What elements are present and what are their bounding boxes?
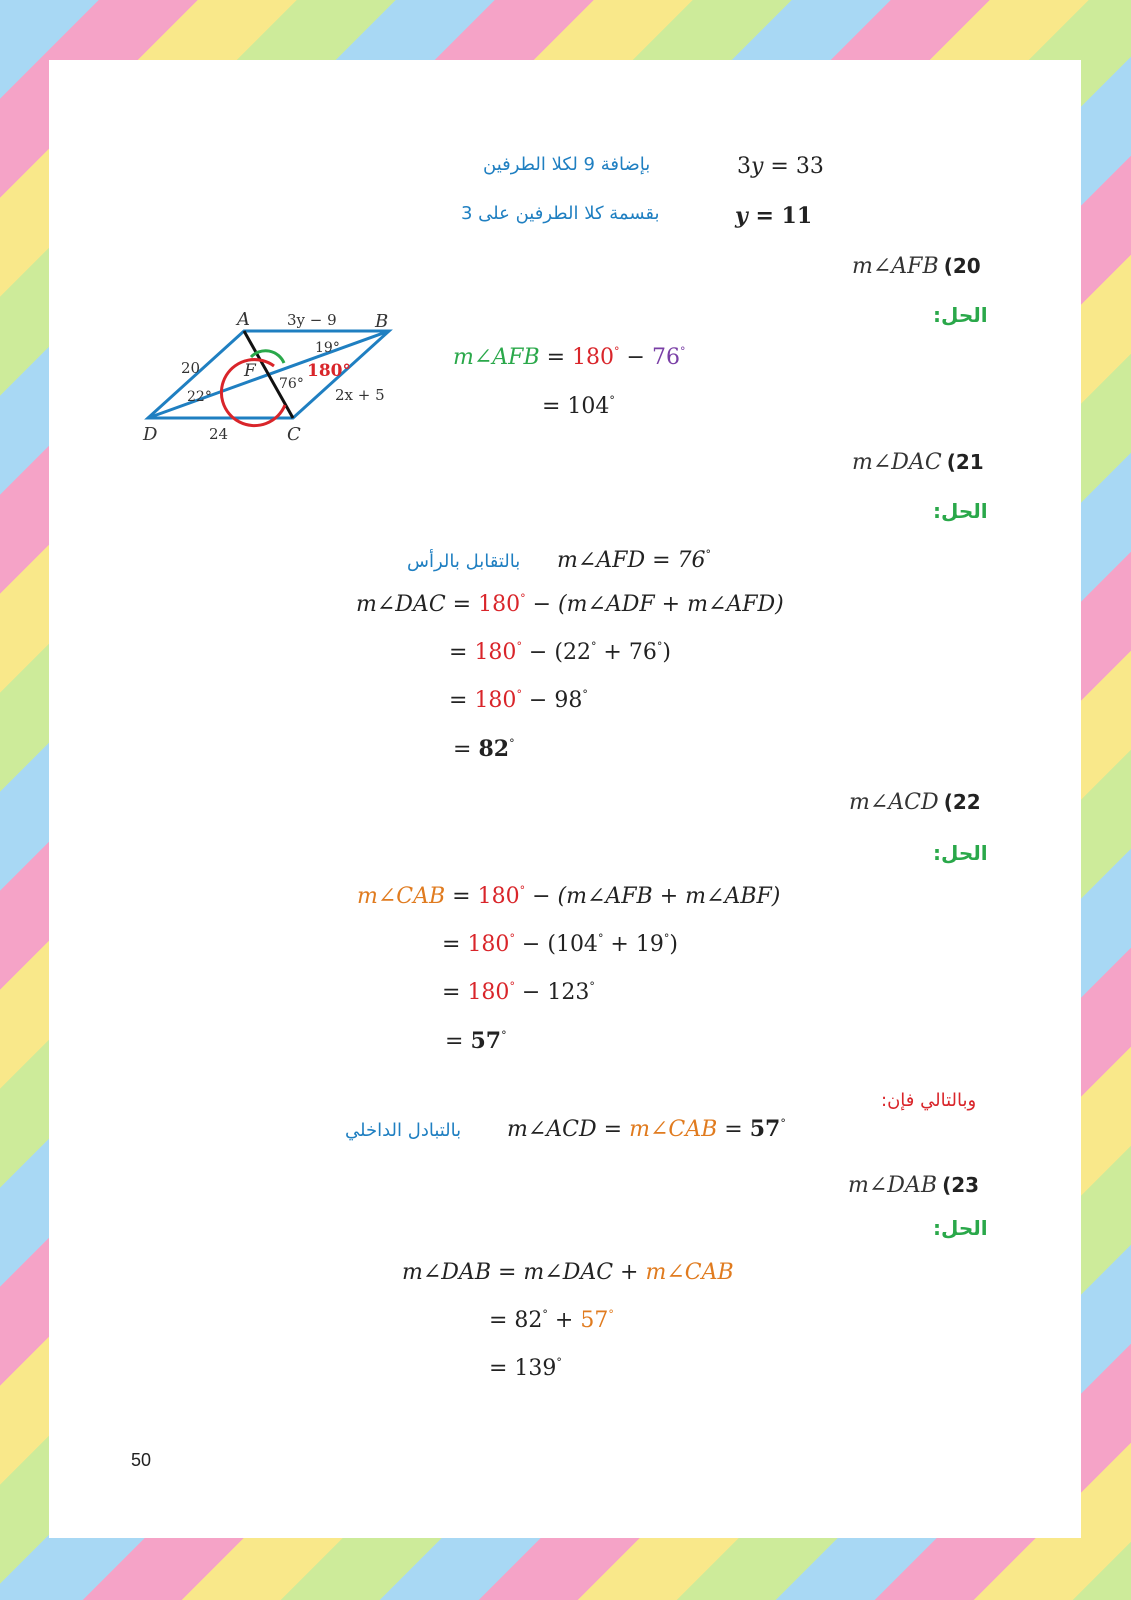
q22-title: m∠ACD [849, 790, 939, 815]
q22-eq: = [445, 884, 478, 909]
q22-l4-eq: = [445, 1029, 471, 1054]
q21-l2-b: + 76 [596, 640, 657, 665]
question-22-header [849, 790, 981, 815]
q20-solution-label: الحل: [933, 303, 988, 327]
q22-l2-c: ) [669, 932, 678, 957]
label-angle-76: 76° [279, 376, 304, 392]
label-top-side: 3y − 9 [287, 311, 337, 329]
q21-line2: = 180° − (22° + 76°) [449, 640, 671, 665]
q22-final-answer: 57 [749, 1116, 781, 1142]
eq1-coef: 3 [737, 154, 751, 179]
q23-solution-label: الحل: [933, 1216, 988, 1240]
q21-note-vertical: بالتقابل بالرأس [407, 551, 521, 572]
label-angle-19: 19° [315, 340, 340, 356]
note-add-9: بإضافة 9 لكلا الطرفين [483, 154, 651, 175]
q22-solution-label: الحل: [933, 841, 988, 865]
q21-line3: = 180° − 98° [449, 688, 588, 713]
q23-l2-a: = 82 [489, 1308, 543, 1333]
q23-answer: = 139 [489, 1356, 557, 1381]
q20-title: m∠AFB [852, 254, 939, 279]
q22-l2-b: + 19 [603, 932, 664, 957]
q23-line1 [402, 1260, 734, 1285]
q20-minus: − [619, 345, 652, 370]
label-a: A [237, 309, 250, 330]
q22-line4: = 57° [445, 1028, 507, 1054]
q22-l3-rest: − 123 [514, 980, 590, 1005]
label-c: C [287, 424, 301, 445]
label-angle-22: 22° [187, 389, 212, 405]
q21-l2-c: ) [662, 640, 671, 665]
question-21-header [852, 450, 984, 475]
q23-number: (23 [942, 1173, 980, 1197]
q23-title: m∠DAB [848, 1173, 937, 1198]
q22-l3-eq: = [442, 980, 468, 1005]
parallelogram-diagram [139, 303, 409, 453]
q22-l2-a: − (104 [514, 932, 598, 957]
q21-rest: − (m∠ADF + m∠AFD) [525, 592, 784, 617]
label-angle-180: 180° [307, 361, 351, 381]
q22-l2-180: 180 [467, 932, 510, 957]
eq1-rhs: = 33 [763, 154, 824, 179]
q21-number: (21 [946, 450, 984, 474]
q23-l2-plus: + [547, 1308, 581, 1333]
q20-180: 180 [572, 345, 615, 370]
q22-rest: − (m∠AFB + m∠ABF) [525, 884, 781, 909]
q23-line2: = 82° + 57° [489, 1308, 614, 1333]
q21-l3-rest: − 98 [521, 688, 583, 713]
label-bottom-side: 24 [209, 425, 229, 443]
q21-line1: m∠DAC = 180° − (m∠ADF + m∠AFD) [356, 592, 784, 617]
q22-lhs: m∠CAB [357, 884, 446, 909]
eq2-var: y [735, 203, 748, 229]
q20-lhs: m∠AFB [453, 345, 540, 370]
q22-180: 180 [477, 884, 520, 909]
q21-answer: 82 [478, 736, 510, 762]
eq2-rhs: = 11 [747, 203, 813, 229]
eq1-var: y [751, 154, 764, 179]
q21-l2-180: 180 [474, 640, 517, 665]
label-b: B [375, 311, 389, 332]
q20-line2: = 104° [542, 394, 615, 419]
q22-line1: m∠CAB = 180° − (m∠AFB + m∠ABF) [357, 884, 781, 909]
q22-l2-eq: = [442, 932, 468, 957]
q20-eq: = [539, 345, 573, 370]
q21-line4: = 82° [453, 736, 515, 762]
q21-l4-eq: = [453, 737, 479, 762]
q21-180: 180 [478, 592, 521, 617]
q23-line3: = 139° [489, 1356, 562, 1381]
q20-result: = 104 [542, 394, 610, 419]
label-left-side: 20 [181, 359, 201, 377]
q21-title: m∠DAC [852, 450, 942, 475]
worksheet-page [49, 60, 1081, 1538]
question-20-header [852, 254, 981, 279]
label-f: F [244, 361, 256, 381]
q22-final-line: m∠ACD = m∠CAB = 57° [507, 1116, 786, 1142]
q23-l2-57: 57 [580, 1308, 609, 1333]
q23-l1-cab: m∠CAB [645, 1260, 734, 1285]
q21-l2-a: − (22 [521, 640, 591, 665]
page-number: 50 [131, 1450, 152, 1470]
q21-lhs: m∠DAC = [356, 592, 479, 617]
q22-final-eq: = [717, 1117, 750, 1142]
q21-l3-180: 180 [474, 688, 517, 713]
label-d: D [143, 424, 158, 445]
label-right-side: 2x + 5 [335, 386, 385, 404]
q21-l2-eq: = [449, 640, 475, 665]
q22-l3-180: 180 [467, 980, 510, 1005]
q22-number: (22 [943, 790, 981, 814]
q21-afd-line: m∠AFD = 76° [557, 548, 711, 573]
q23-l1-a: m∠DAB = m∠DAC + [402, 1260, 646, 1285]
equation-y [735, 203, 812, 229]
question-23-header [848, 1173, 979, 1198]
q21-solution-label: الحل: [933, 499, 988, 523]
therefore-label: وبالتالي فإن: [881, 1090, 977, 1111]
q21-afd-eq: m∠AFD = 76 [557, 548, 706, 573]
q22-final-cab: m∠CAB [629, 1117, 718, 1142]
q22-answer-cab: 57 [470, 1028, 502, 1054]
q20-76: 76 [651, 345, 680, 370]
q21-l3-eq: = [449, 688, 475, 713]
q22-line3: = 180° − 123° [442, 980, 595, 1005]
q22-line2: = 180° − (104° + 19°) [442, 932, 678, 957]
q22-final-acd: m∠ACD = [507, 1117, 630, 1142]
q20-line1: m∠AFB = 180° − 76° [453, 345, 686, 370]
q20-number: (20 [943, 254, 981, 278]
equation-3y [737, 154, 824, 179]
note-divide-3: بقسمة كلا الطرفين على 3 [461, 203, 660, 224]
q22-note-alternate: بالتبادل الداخلي [345, 1120, 462, 1141]
